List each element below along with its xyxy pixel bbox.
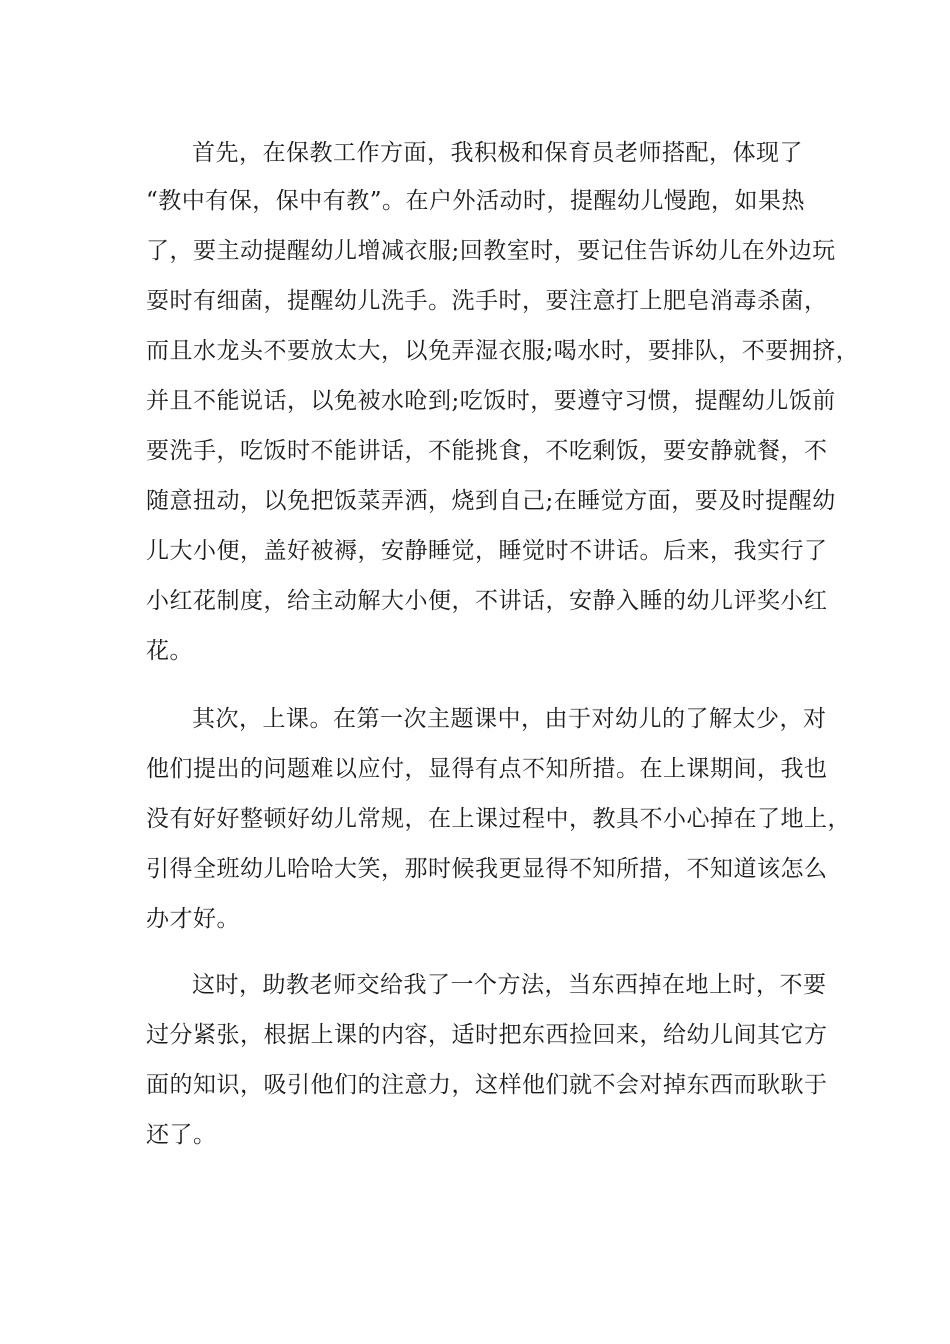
- paragraph-line: 这时，助教老师交给我了一个方法，当东西掉在地上时，不要: [192, 972, 827, 998]
- paragraph-line: 没有好好整顿好幼儿常规，在上课过程中，教具不小心掉在了地上，: [146, 806, 851, 832]
- paragraph-line: 儿大小便，盖好被褥，安静睡觉，睡觉时不讲话。后来，我实行了: [146, 538, 828, 564]
- paragraph-line: 要洗手，吃饭时不能讲话，不能挑食，不吃剩饭，要安静就餐，不: [146, 438, 828, 464]
- paragraph-line: 过分紧张，根据上课的内容，适时把东西捡回来，给幼儿间其它方: [146, 1022, 828, 1048]
- paragraph-line: 而且水龙头不要放太大，以免弄湿衣服;喝水时，要排队，不要拥挤，: [146, 338, 860, 364]
- paragraph-line: 耍时有细菌，提醒幼儿洗手。洗手时，要注意打上肥皂消毒杀菌，: [146, 288, 828, 314]
- paragraph-line: 花。: [146, 638, 193, 664]
- paragraph-line: 还了。: [146, 1122, 217, 1148]
- paragraph-line: “教中有保，保中有教”。在户外活动时，提醒幼儿慢跑，如果热: [146, 188, 806, 214]
- paragraph-line: 了，要主动提醒幼儿增减衣服;回教室时，要记住告诉幼儿在外边玩: [146, 238, 836, 264]
- paragraph-line: 办才好。: [146, 906, 240, 932]
- paragraph-line: 面的知识，吸引他们的注意力，这样他们就不会对掉东西而耿耿于: [146, 1072, 828, 1098]
- paragraph-line: 并且不能说话，以免被水呛到;吃饭时，要遵守习惯，提醒幼儿饭前: [146, 388, 836, 414]
- paragraph-line: 他们提出的问题难以应付，显得有点不知所措。在上课期间，我也: [146, 756, 828, 782]
- paragraph-line: 随意扭动，以免把饭菜弄洒，烧到自己;在睡觉方面，要及时提醒幼: [146, 488, 836, 514]
- paragraph-line: 小红花制度，给主动解大小便，不讲话，安静入睡的幼儿评奖小红: [146, 588, 828, 614]
- paragraph-line: 其次，上课。在第一次主题课中，由于对幼儿的了解太少，对: [192, 706, 827, 732]
- paragraph-line: 引得全班幼儿哈哈大笑，那时候我更显得不知所措，不知道该怎么: [146, 856, 828, 882]
- paragraph-line: 首先，在保教工作方面，我积极和保育员老师搭配，体现了: [192, 140, 803, 166]
